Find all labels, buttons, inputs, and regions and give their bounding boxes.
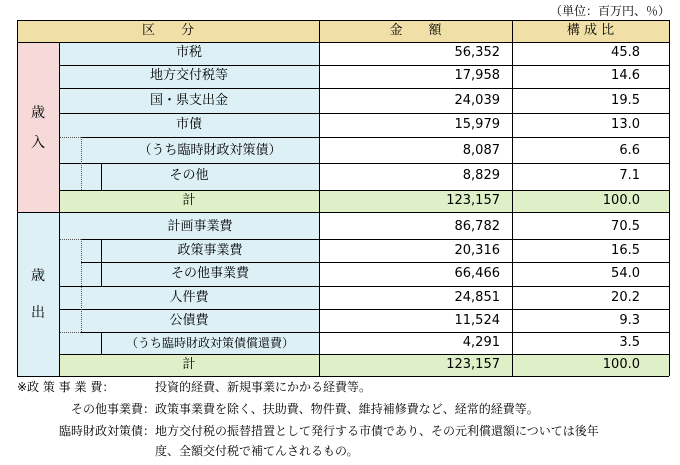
expenditure-amount-debt-service: 11,524	[454, 313, 500, 328]
expenditure-label-other-projects: その他事業費	[170, 266, 249, 281]
note-other-text: 政策事業費を除く、扶助費、物件費、維持補修費など、経常的経費等。	[155, 402, 539, 416]
revenue-amount-total: 123,157	[446, 193, 500, 208]
revenue-section-char-1: 歳	[31, 105, 45, 121]
header-category: 区 分	[141, 23, 194, 38]
expenditure-section-char-1: 歳	[31, 268, 45, 284]
revenue-label-other: その他	[169, 168, 209, 183]
revenue-ratio-other: 7.1	[619, 168, 640, 183]
expenditure-amount-policy: 20,316	[454, 243, 500, 258]
revenue-label-total: 計	[182, 193, 196, 208]
revenue-ratio-total: 100.0	[602, 193, 640, 208]
expenditure-amount-planned: 86,782	[454, 219, 500, 234]
expenditure-ratio-planned: 70.5	[611, 219, 640, 234]
note-temp-bond-text: 地方交付税の振替措置として発行する市債であり、その元利償還額については後年	[155, 424, 599, 438]
expenditure-ratio-other-projects: 54.0	[611, 266, 640, 281]
revenue-ratio-temp-bonds: 6.6	[619, 143, 640, 158]
revenue-amount-temp-bonds: 8,087	[462, 143, 500, 158]
revenue-ratio-bonds: 13.0	[611, 117, 640, 132]
expenditure-ratio-total: 100.0	[602, 357, 640, 372]
revenue-amount-local-allocation: 17,958	[454, 68, 500, 83]
revenue-label-subsidies: 国・県支出金	[149, 93, 228, 108]
header-amount: 金 額	[389, 23, 442, 38]
revenue-section-char-2: 入	[31, 135, 45, 151]
expenditure-label-personnel: 人件費	[169, 290, 209, 305]
expenditure-label-planned: 計画事業費	[167, 219, 233, 234]
note-policy-term: ※政 策 事 業 費：	[17, 380, 115, 394]
expenditure-label-policy: 政策事業費	[177, 243, 243, 258]
revenue-label-city-tax: 市税	[175, 45, 202, 60]
revenue-label-temp-bonds: （うち臨時財政対策債）	[138, 143, 282, 158]
note-temp-bond-continued: 度、全額交付税で補てんされるもの。	[155, 444, 359, 458]
unit-label: （単位：百万円、％）	[549, 4, 670, 18]
revenue-amount-subsidies: 24,039	[454, 93, 500, 108]
expenditure-amount-temp-bond-repayment: 4,291	[462, 335, 500, 350]
expenditure-label-temp-bond-repayment: （うち臨時財政対策債償還費）	[125, 336, 294, 350]
revenue-amount-other: 8,829	[462, 168, 500, 183]
expenditure-ratio-personnel: 20.2	[611, 290, 640, 305]
expenditure-section-bg	[17, 212, 59, 376]
expenditure-amount-total: 123,157	[446, 357, 500, 372]
note-policy-text: 投資的経費、新規事業にかかる経費等。	[155, 380, 372, 394]
expenditure-amount-personnel: 24,851	[454, 290, 500, 305]
revenue-amount-city-tax: 56,352	[454, 45, 500, 60]
revenue-label-bonds: 市債	[175, 117, 202, 132]
revenue-ratio-local-allocation: 14.6	[611, 68, 640, 83]
expenditure-ratio-policy: 16.5	[611, 243, 640, 258]
expenditure-amount-other-projects: 66,466	[454, 266, 500, 281]
expenditure-ratio-temp-bond-repayment: 3.5	[619, 335, 640, 350]
revenue-amount-bonds: 15,979	[454, 117, 500, 132]
revenue-ratio-city-tax: 45.8	[611, 45, 640, 60]
expenditure-ratio-debt-service: 9.3	[619, 313, 640, 328]
revenue-section-bg	[17, 42, 59, 212]
budget-table	[17, 20, 669, 376]
revenue-ratio-subsidies: 19.5	[611, 93, 640, 108]
header-ratio: 構 成 比	[566, 23, 615, 38]
revenue-label-local-allocation: 地方交付税等	[149, 68, 228, 83]
note-other-term: その他事業費：	[70, 402, 155, 416]
expenditure-label-total: 計	[182, 357, 196, 372]
expenditure-section-char-2: 出	[31, 305, 45, 321]
note-temp-bond-term: 臨時財政対策債：	[58, 424, 155, 438]
expenditure-label-debt-service: 公債費	[169, 313, 209, 328]
